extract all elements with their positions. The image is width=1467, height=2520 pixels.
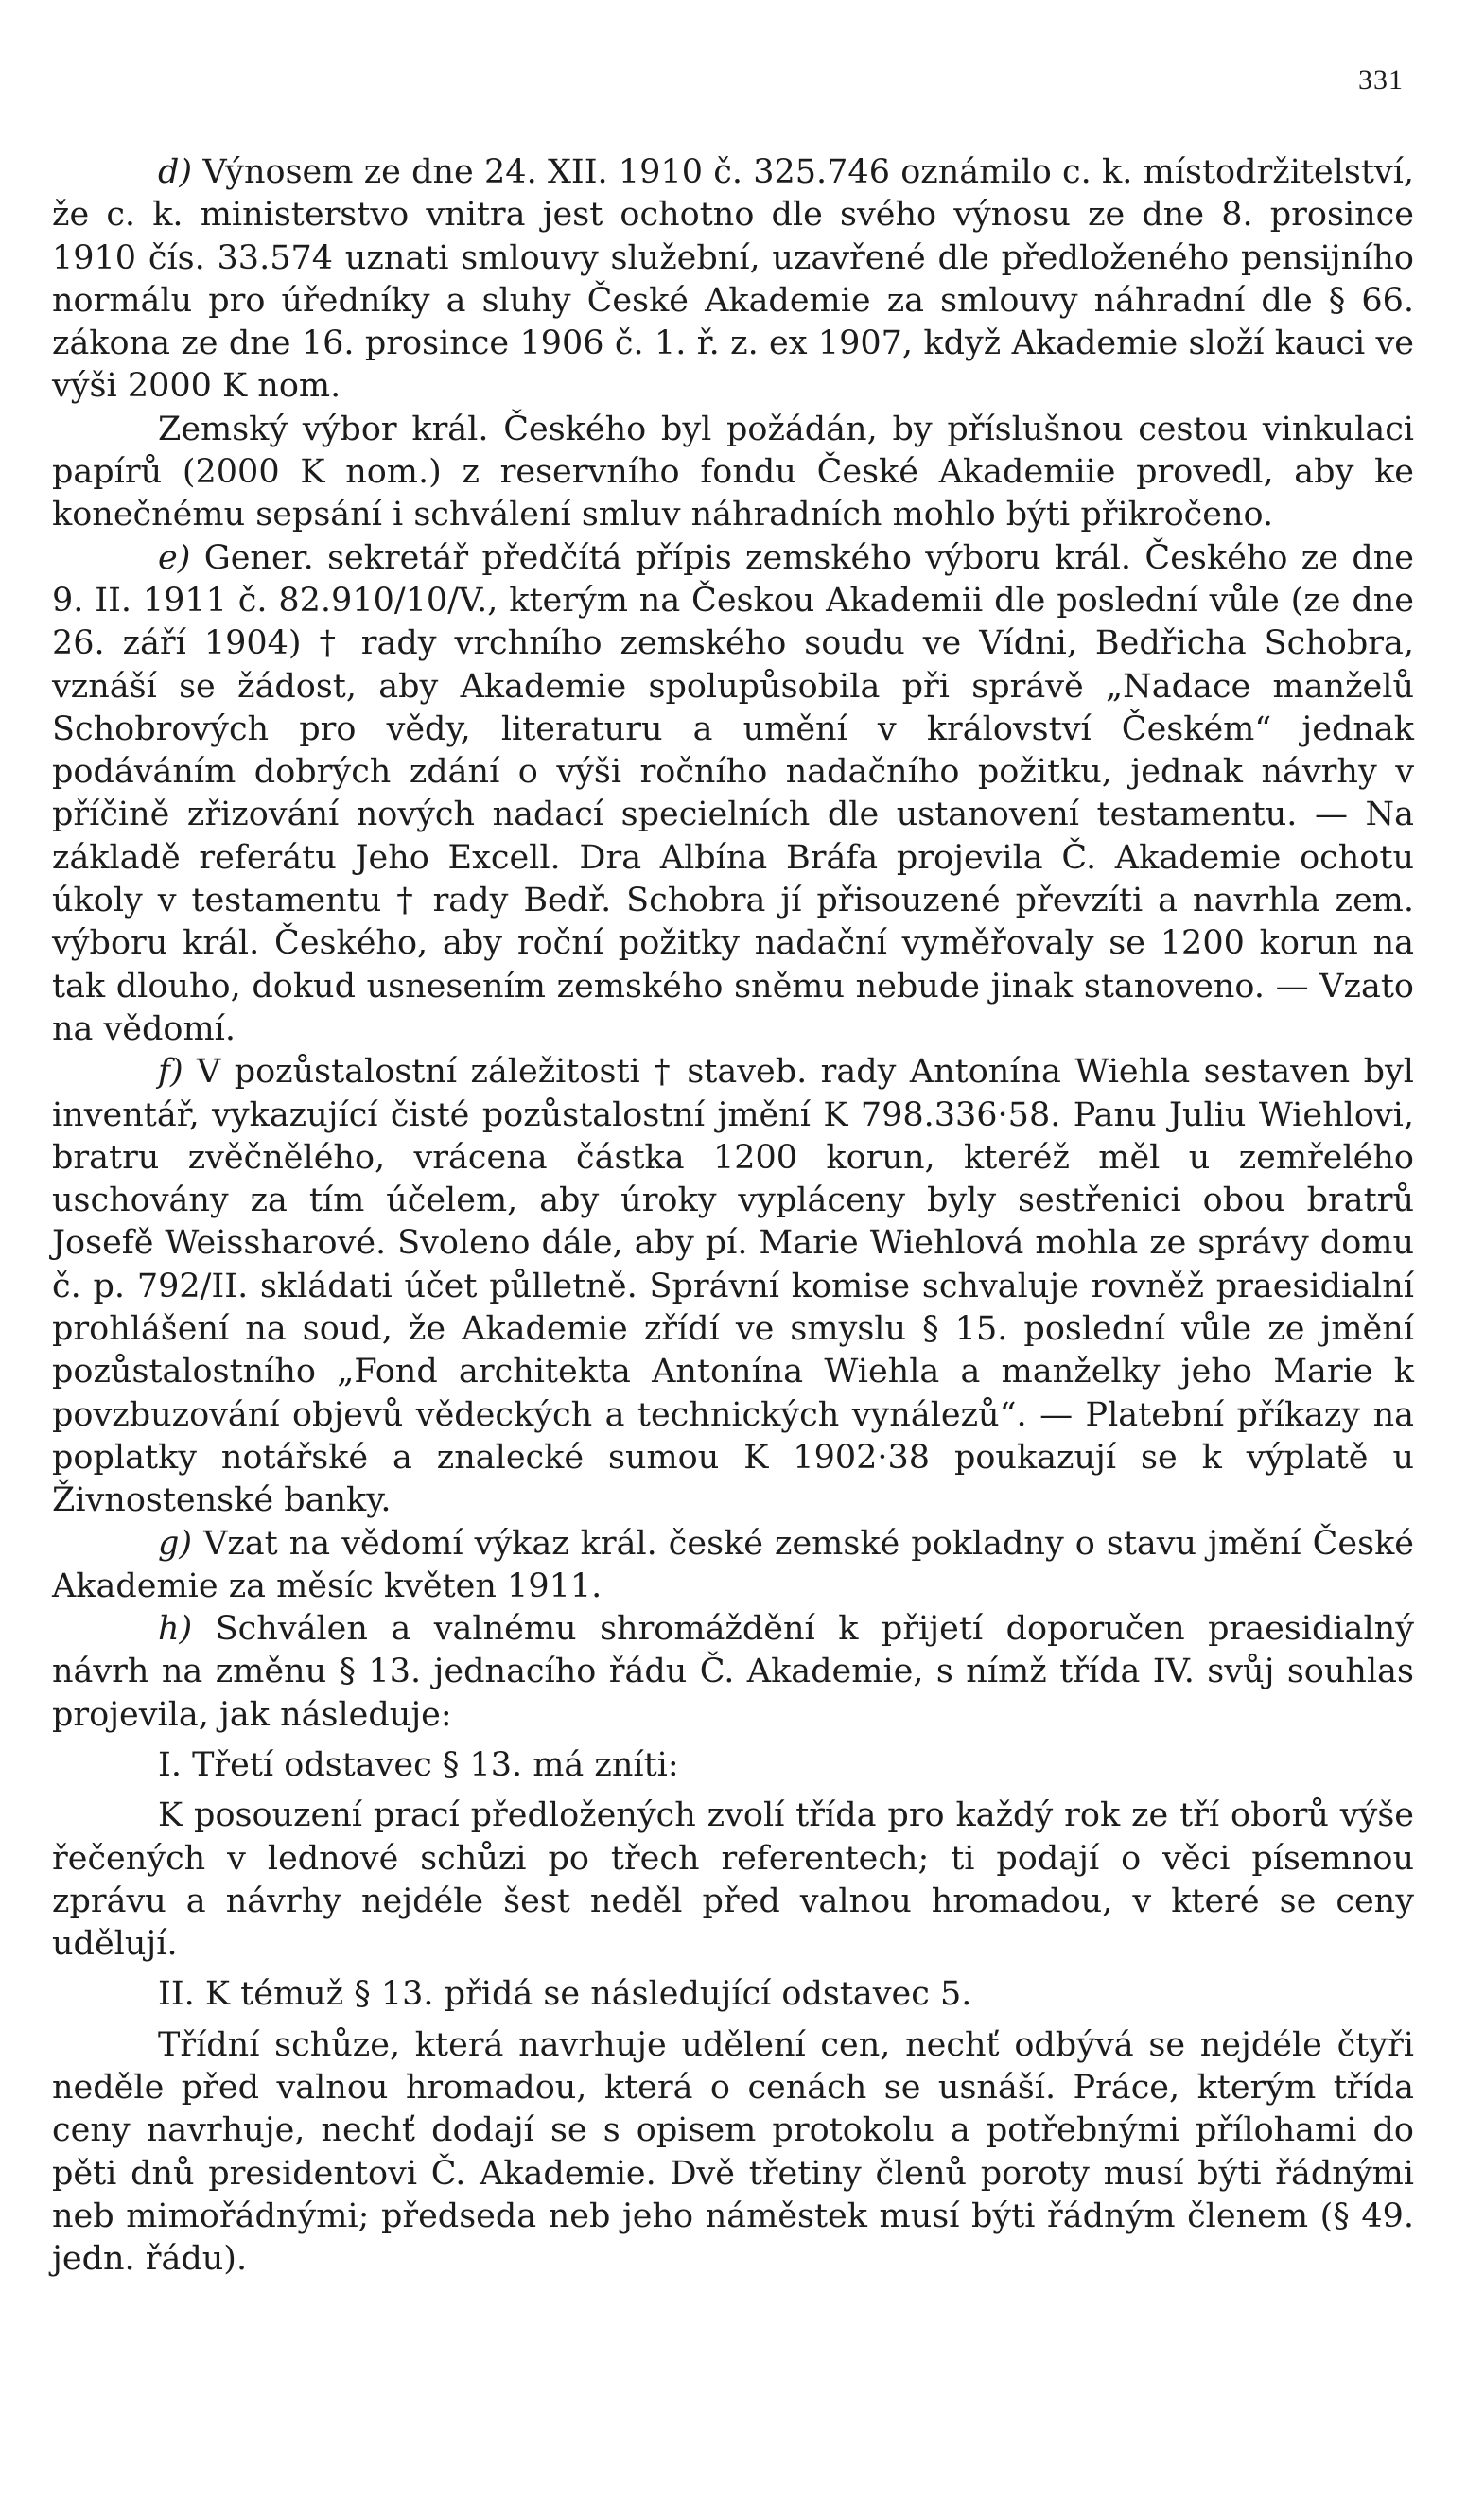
paragraph-h: [52, 1608, 1414, 1737]
paragraph-text: Vzat na vědomí výkaz král. české zemské pokladny o stavu jmění České Akademie za měsíc květen 1911.: [52, 1524, 1414, 1605]
amendment-text-2: [52, 2024, 1414, 2282]
amendment-text-1: [52, 1794, 1414, 1966]
page-number: 331: [1358, 64, 1404, 96]
paragraph-text: K posouzení prací předložených zvolí třída pro každý rok ze tří oborů výše řečených v lednové schůzi po třech referentech; ti podají o věci písemnou zprávu a návrhy nejdéle šest neděl před valnou hromadou, v které se ceny udělují.: [52, 1796, 1414, 1964]
paragraph-text: Třídní schůze, která navrhuje udělení cen, nechť odbývá se nejdéle čtyři neděle před valnou hromadou, která o cenách se usnáší. Práce, kterým třída ceny navrhuje, nechť dodají se s opisem protokolu a potřebnými přílohami do pěti dnů presidentovi Č. Akademie. Dvě třetiny členů poroty musí býti řádnými neb mimořádnými; předseda neb jeho náměstek musí býti řádným členem (§ 49. jedn. řádu).: [52, 2025, 1414, 2279]
paragraph-marker: h): [158, 1610, 193, 1649]
paragraph-g: [52, 1523, 1414, 1609]
paragraph-text: II. K témuž § 13. přidá se následující odstavec 5.: [158, 1975, 972, 2014]
paragraph-d-continuation: [52, 409, 1414, 537]
page-body: [52, 151, 1414, 2282]
paragraph-marker: g): [158, 1524, 193, 1563]
paragraph-text: I. Třetí odstavec § 13. má zníti:: [158, 1745, 679, 1784]
amendment-heading-1: [52, 1744, 1414, 1787]
amendment-heading-2: [52, 1973, 1414, 2016]
paragraph-f: [52, 1051, 1414, 1522]
paragraph-text: Zemský výbor král. Českého byl požádán, by příslušnou cestou vinkulaci papírů (2000 K nom.) z reservního fondu České Akademiie provedl, aby ke konečnému sepsání i schválení smluv náhradních mohlo býti přikročeno.: [52, 410, 1414, 534]
paragraph-text: Výnosem ze dne 24. XII. 1910 č. 325.746 oznámilo c. k. místodržitelství, že c. k. ministerstvo vnitra jest ochotno dle svého výnosu ze dne 8. prosince 1910 čís. 33.574 uznati smlouvy služební, uzavřené dle předloženého pensijního normálu pro úředníky a sluhy České Akademie za smlouvy náhradní dle § 66. zákona ze dne 16. prosince 1906 č. 1. ř. z. ex 1907, když Akademie složí kauci ve výši 2000 K nom.: [52, 153, 1414, 406]
paragraph-text: Gener. sekretář předčítá přípis zemského výboru král. Českého ze dne 9. II. 1911 č. 82.910/10/V., kterým na Českou Akademii dle poslední vůle (ze dne 26. září 1904) † rady vrchního zemského soudu ve Vídni, Bedřicha Schobra, vznáší se žádost, aby Akademie spolupůsobila při správě „Nadace manželů Schobrových pro vědy, literaturu a umění v království Českém“ jednak podáváním dobrých zdání o výši ročního nadačního požitku, jednak návrhy v příčině zřizování nových nadací specielních dle ustanovení testamentu. — Na základě referátu Jeho Excell. Dra Albína Bráfa projevila Č. Akademie ochotu úkoly v testamentu † rady Bedř. Schobra jí přisouzené převzíti a navrhla zem. výboru král. Českého, aby roční požitky nadační vyměřovaly se 1200 korun na tak dlouho, dokud usnesením zemského sněmu nebude jinak stanoveno. — Vzato na vědomí.: [52, 538, 1414, 1048]
paragraph-marker: e): [158, 538, 191, 577]
paragraph-e: [52, 537, 1414, 1052]
paragraph-marker: d): [158, 153, 193, 191]
paragraph-text: V pozůstalostní záležitosti † staveb. rady Antonína Wiehla sestaven byl inventář, vykazující čisté pozůstalostní jmění K 798.336·58. Panu Juliu Wiehlovi, bratru zvěčnělého, vrácena částka 1200 korun, kteréž měl u zemřelého uschovány za tím účelem, aby úroky vypláceny byly sestřenici obou bratrů Josefě Weissharové. Svoleno dále, aby pí. Marie Wiehlová mohla ze správy domu č. p. 792/II. skládati účet půlletně. Správní komise schvaluje rovněž praesidialní prohlášení na soud, že Akademie zřídí ve smyslu § 15. poslední vůle ze jmění pozůstalostního „Fond architekta Antonína Wiehla a manželky jeho Marie k povzbuzování objevů vědeckých a technických vynálezů“. — Platební příkazy na poplatky notářské a znalecké sumou K 1902·38 poukazují se k výplatě u Živnostenské banky.: [52, 1053, 1414, 1520]
paragraph-d: [52, 151, 1414, 409]
paragraph-marker: f): [158, 1053, 183, 1092]
paragraph-text: Schválen a valnému shromáždění k přijetí doporučen praesidialný návrh na změnu § 13. jednacího řádu Č. Akademie, s nímž třída IV. svůj souhlas projevila, jak následuje:: [52, 1610, 1414, 1734]
